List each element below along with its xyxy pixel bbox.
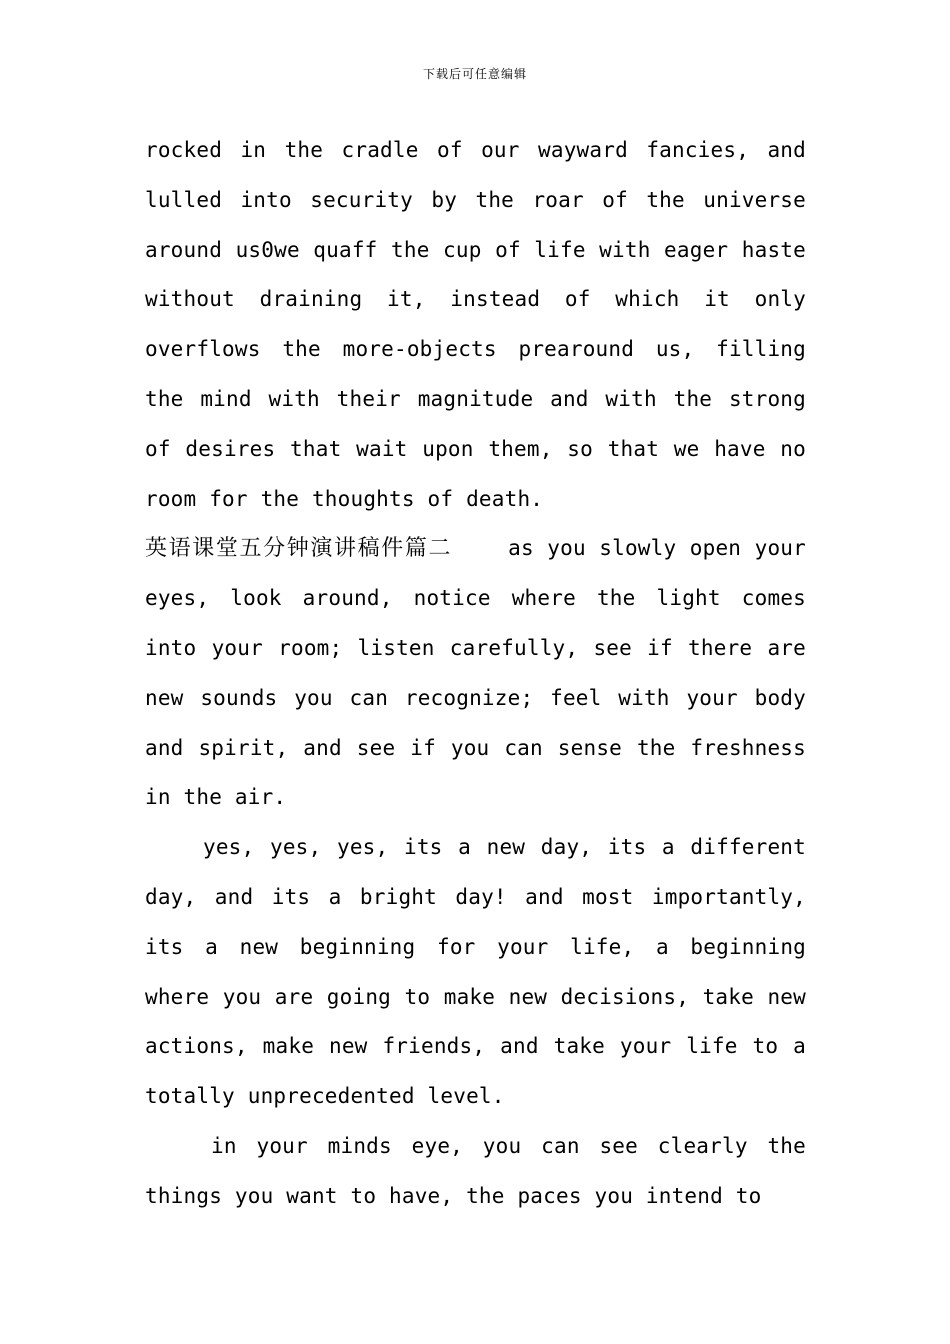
paragraph-2-text: as you slowly open your eyes, look around, notice where the light comes into your room; listen carefully, see if there are new sounds you can recognize; feel with your body and spirit, and see if you can sense the freshness in the air. <box>145 536 806 810</box>
paragraph-4: in your minds eye, you can see clearly the things you want to have, the paces you intend to <box>145 1133 806 1208</box>
paragraph-1: rocked in the cradle of our wayward fancies, and lulled into security by the roar of the universe around us0we quaff the cup of life with eager haste without draining it, instead of which it only overflows the more-objects prearound us, filling the mind with their magnitude and with the strong of desires that wait upon them, so that we have no room for the thoughts of death. <box>145 138 806 511</box>
page-header: 下载后可任意编辑 <box>422 67 527 81</box>
document-body <box>145 126 806 1222</box>
paragraph-3: yes, yes, yes, its a new day, its a different day, and its a bright day! and most importantly, its a new beginning for your life, a beginning where you are going to make new decisions, take new actions, make new friends, and take your life to a totally unprecedented level. <box>145 835 806 1109</box>
paragraph-2 <box>145 524 806 823</box>
section-heading: 英语课堂五分钟演讲稿件篇二 <box>145 536 453 562</box>
